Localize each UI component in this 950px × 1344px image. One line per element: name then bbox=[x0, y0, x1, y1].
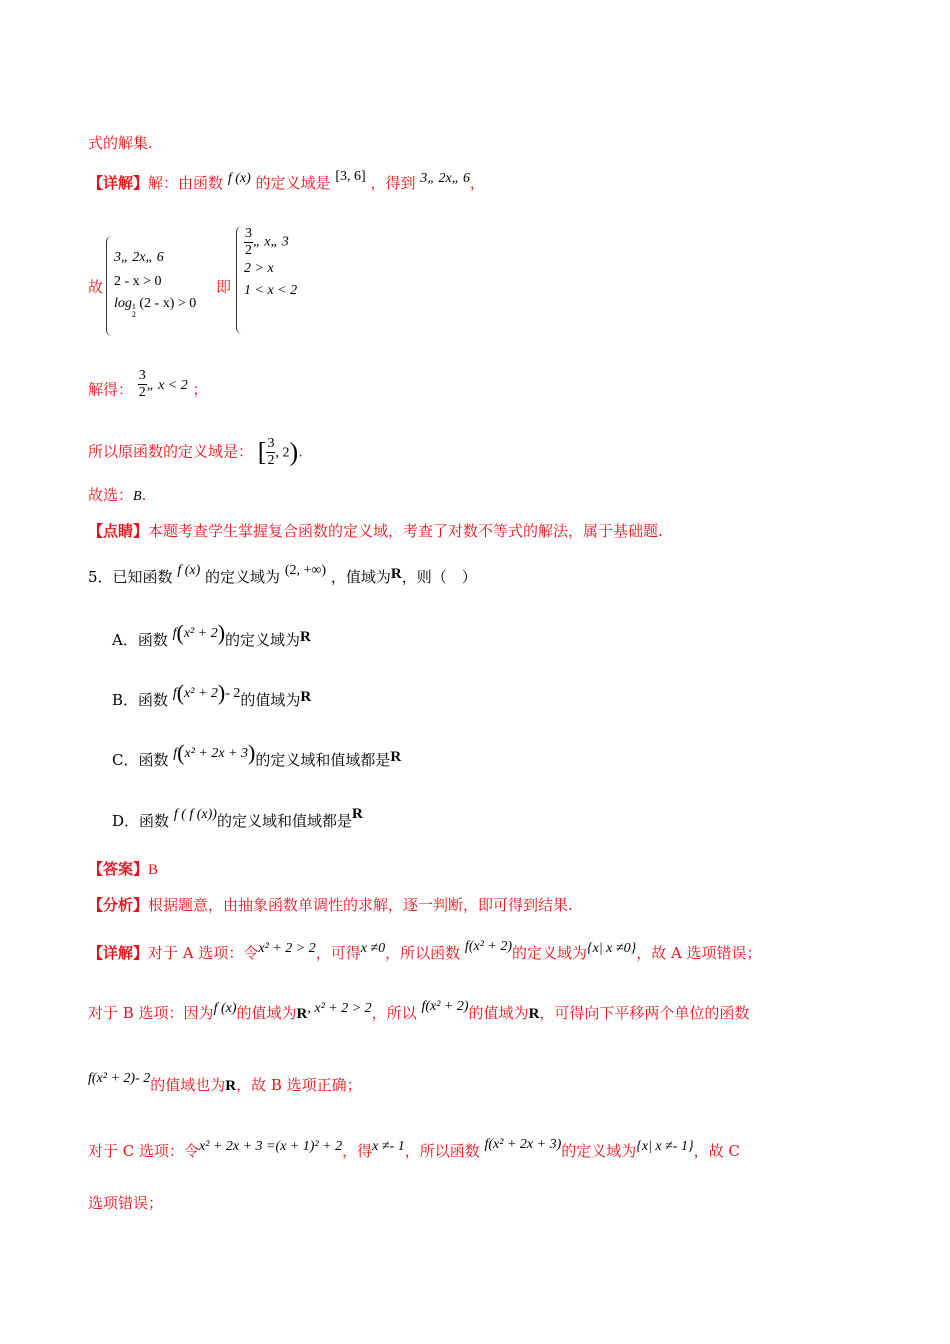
analysis-line: 【分析】根据题意，由抽象函数单调性的求解，逐一判断，即可得到结果. bbox=[88, 896, 573, 914]
text-line: 【点睛】本题考查学生掌握复合函数的定义域，考查了对数不等式的解法，属于基础题. bbox=[88, 522, 663, 540]
detail-a: 【详解】对于 A 选项：令x² + 2 > 2，可得x ≠0，所以函数 f(x² + 2)的定义域为{x| x ≠0}，故 A 选项错误； bbox=[88, 939, 762, 962]
equation-system: 3„ 2x„ 6 2 - x > 0 log1 2 (2 - x) > 0 bbox=[114, 250, 197, 319]
left-brace bbox=[236, 226, 243, 334]
text-line: 【详解】解：由函数 f (x) 的定义域是 [3, 6] ，得到 3„ 2x„ 6， bbox=[88, 169, 486, 192]
text-line: 所以原函数的定义域是： [ $\frac{3}{2}$ , 2). bbox=[88, 436, 303, 468]
text-line: 式的解集. bbox=[88, 134, 153, 152]
question-stem: 5．已知函数 f (x) 的定义域为 (2, +∞) ，值域为R，则（ ） bbox=[88, 563, 477, 586]
answer-line: 【答案】B bbox=[88, 862, 159, 878]
text-line: 即 bbox=[216, 278, 232, 296]
option-b[interactable]: B．函数 f(x² + 2)- 2的值域为R bbox=[112, 680, 312, 709]
option-c[interactable]: C．函数 f(x² + 2x + 3)的定义域和值域都是R bbox=[112, 740, 402, 769]
detail-c-cont: 选项错误； bbox=[88, 1194, 164, 1212]
detail-c: 对于 C 选项：令x² + 2x + 3 =(x + 1)² + 2，得x ≠- 1，所以函数 f(x² + 2x + 3)的定义域为{x| x ≠- 1}，故 C bbox=[88, 1137, 740, 1160]
option-a[interactable]: A．函数 f(x² + 2)的定义域为R bbox=[112, 620, 311, 649]
option-d[interactable]: D．函数 f ( f (x))的定义域和值域都是R bbox=[112, 806, 363, 830]
left-brace bbox=[106, 236, 113, 336]
text-line: 故 bbox=[88, 278, 104, 296]
text-line: 解得： $\frac{3}{2}$ „ x < 2 ； bbox=[88, 368, 208, 400]
detail-b: 对于 B 选项：因为f (x)的值域为R, x² + 2 > 2，所以 f(x² + 2)的值域为R，可得向下平移两个单位的函数 bbox=[88, 999, 750, 1022]
text-line: 故选：B. bbox=[88, 486, 147, 504]
equation-system: $\frac{3}{2}$ „ x„ 3 2 > x 1 < x < 2 bbox=[244, 226, 298, 298]
detail-b-cont: f(x² + 2)- 2的值域也为R，故 B 选项正确； bbox=[88, 1071, 362, 1094]
